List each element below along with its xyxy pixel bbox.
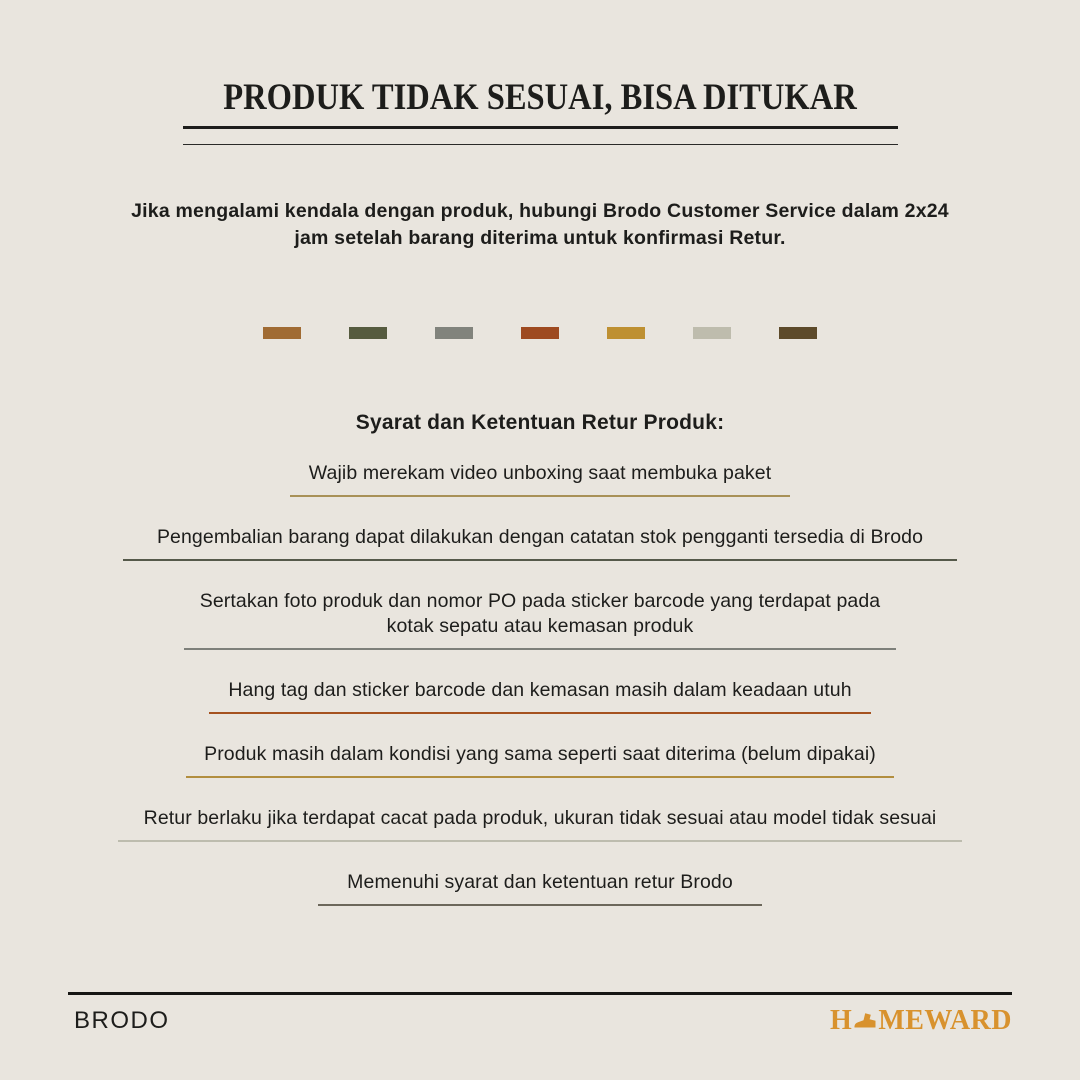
term-item <box>40 870 1040 906</box>
homeward-logo <box>830 1005 1012 1037</box>
term-text: Pengembalian barang dapat dilakukan dengan catatan stok pengganti tersedia di Brodo <box>156 526 924 548</box>
term-underline <box>186 776 894 778</box>
title-divider-thin <box>183 144 898 145</box>
terms-heading: Syarat dan Ketentuan Retur Produk: <box>355 411 725 434</box>
term-item <box>40 806 1040 842</box>
term-text: Hang tag dan sticker barcode dan kemasan masih dalam keadaan utuh <box>228 679 852 701</box>
intro-paragraph: Jika mengalami kendala dengan produk, hubungi Brodo Customer Service dalam 2x24 jam setelah barang diterima untuk konfirmasi Retur. <box>131 200 949 249</box>
term-underline <box>184 648 896 650</box>
color-swatch <box>607 327 645 339</box>
term-underline <box>209 712 871 714</box>
footer-divider <box>68 992 1012 995</box>
color-swatch <box>263 327 301 339</box>
term-underline <box>318 904 762 906</box>
divider-swatch-row <box>0 327 1080 339</box>
term-underline <box>118 840 962 842</box>
term-text: Memenuhi syarat dan ketentuan retur Brodo <box>347 871 733 893</box>
color-swatch <box>435 327 473 339</box>
terms-list <box>40 461 1040 934</box>
term-item <box>40 742 1040 778</box>
term-underline <box>123 559 957 561</box>
color-swatch <box>521 327 559 339</box>
homeward-logo-prefix: H <box>830 1005 853 1036</box>
title-divider-thick <box>183 126 898 129</box>
term-item <box>40 461 1040 497</box>
homeward-logo-suffix: MEWARD <box>878 1005 1012 1036</box>
term-text: Wajib merekam video unboxing saat membuka paket <box>308 462 772 484</box>
term-item <box>40 589 1040 650</box>
term-item <box>40 678 1040 714</box>
page-title: PRODUK TIDAK SESUAI, BISA DITUKAR <box>223 77 857 118</box>
term-text: Produk masih dalam kondisi yang sama seperti saat diterima (belum dipakai) <box>204 743 876 765</box>
term-text: Sertakan foto produk dan nomor PO pada sticker barcode yang terdapat pada kotak sepatu atau kemasan produk <box>199 590 881 637</box>
shoe-icon <box>853 1010 877 1032</box>
brand-name-left: BRODO <box>74 1007 170 1034</box>
color-swatch <box>779 327 817 339</box>
term-underline <box>290 495 790 497</box>
term-text: Retur berlaku jika terdapat cacat pada produk, ukuran tidak sesuai atau model tidak sesuai <box>143 807 937 829</box>
color-swatch <box>693 327 731 339</box>
term-item <box>40 525 1040 561</box>
color-swatch <box>349 327 387 339</box>
